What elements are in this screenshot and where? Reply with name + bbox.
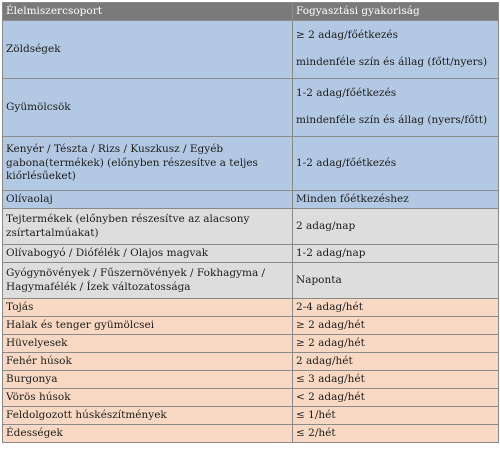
food-group-cell: Hüvelyesek [3,335,293,353]
header-food-group: Élelmiszercsoport [3,3,293,21]
table-row [3,137,499,191]
food-group-cell: Halak és tenger gyümölcsei [3,317,293,335]
table-row [3,245,499,263]
frequency-cell: 2 adag/hét [293,353,499,371]
table-row [3,353,499,371]
frequency-cell: ≤ 2/hét [293,425,499,443]
food-group-cell: Olívabogyó / Diófélék / Olajos magvak [3,245,293,263]
food-group-cell: Gyümölcsök [3,79,293,137]
table-row [3,389,499,407]
frequency-cell: Minden főétkezéshez [293,191,499,209]
food-group-cell: Feldolgozott húskészítmények [3,407,293,425]
table-row [3,425,499,443]
header-frequency: Fogyasztási gyakoriság [293,3,499,21]
table-row [3,191,499,209]
frequency-cell: 1-2 adag/főétkezés mindenféle szín és állag (nyers/főtt) [293,79,499,137]
table-row [3,263,499,299]
food-group-cell: Tojás [3,299,293,317]
frequency-cell: ≥ 2 adag/hét [293,335,499,353]
food-group-cell: Fehér húsok [3,353,293,371]
frequency-cell: ≤ 3 adag/hét [293,371,499,389]
food-frequency-table-container [2,2,498,443]
table-row [3,371,499,389]
food-group-cell: Burgonya [3,371,293,389]
food-group-cell: Olívaolaj [3,191,293,209]
table-row [3,407,499,425]
frequency-cell: ≤ 1/hét [293,407,499,425]
table-row [3,79,499,137]
table-header-row [3,3,499,21]
table-row [3,335,499,353]
frequency-cell: 2 adag/nap [293,209,499,245]
frequency-cell: 2-4 adag/hét [293,299,499,317]
table-row [3,209,499,245]
frequency-cell: Naponta [293,263,499,299]
food-frequency-table [2,2,499,443]
frequency-cell: < 2 adag/hét [293,389,499,407]
frequency-cell: 1-2 adag/nap [293,245,499,263]
table-row [3,299,499,317]
frequency-cell: ≥ 2 adag/főétkezés mindenféle szín és állag (főtt/nyers) [293,21,499,79]
table-row [3,21,499,79]
frequency-cell: ≥ 2 adag/hét [293,317,499,335]
food-group-cell: Vörös húsok [3,389,293,407]
food-group-cell: Kenyér / Tészta / Rizs / Kuszkusz / Egyéb gabona(termékek) (előnyben részesítve a teljes kiőrlésűeket) [3,137,293,191]
frequency-cell: 1-2 adag/főétkezés [293,137,499,191]
food-group-cell: Zöldségek [3,21,293,79]
table-row [3,317,499,335]
food-group-cell: Gyógynövények / Fűszernövények / Fokhagyma / Hagymafélék / Ízek változatossága [3,263,293,299]
food-group-cell: Édességek [3,425,293,443]
food-group-cell: Tejtermékek (előnyben részesítve az alacsony zsírtartalmúakat) [3,209,293,245]
